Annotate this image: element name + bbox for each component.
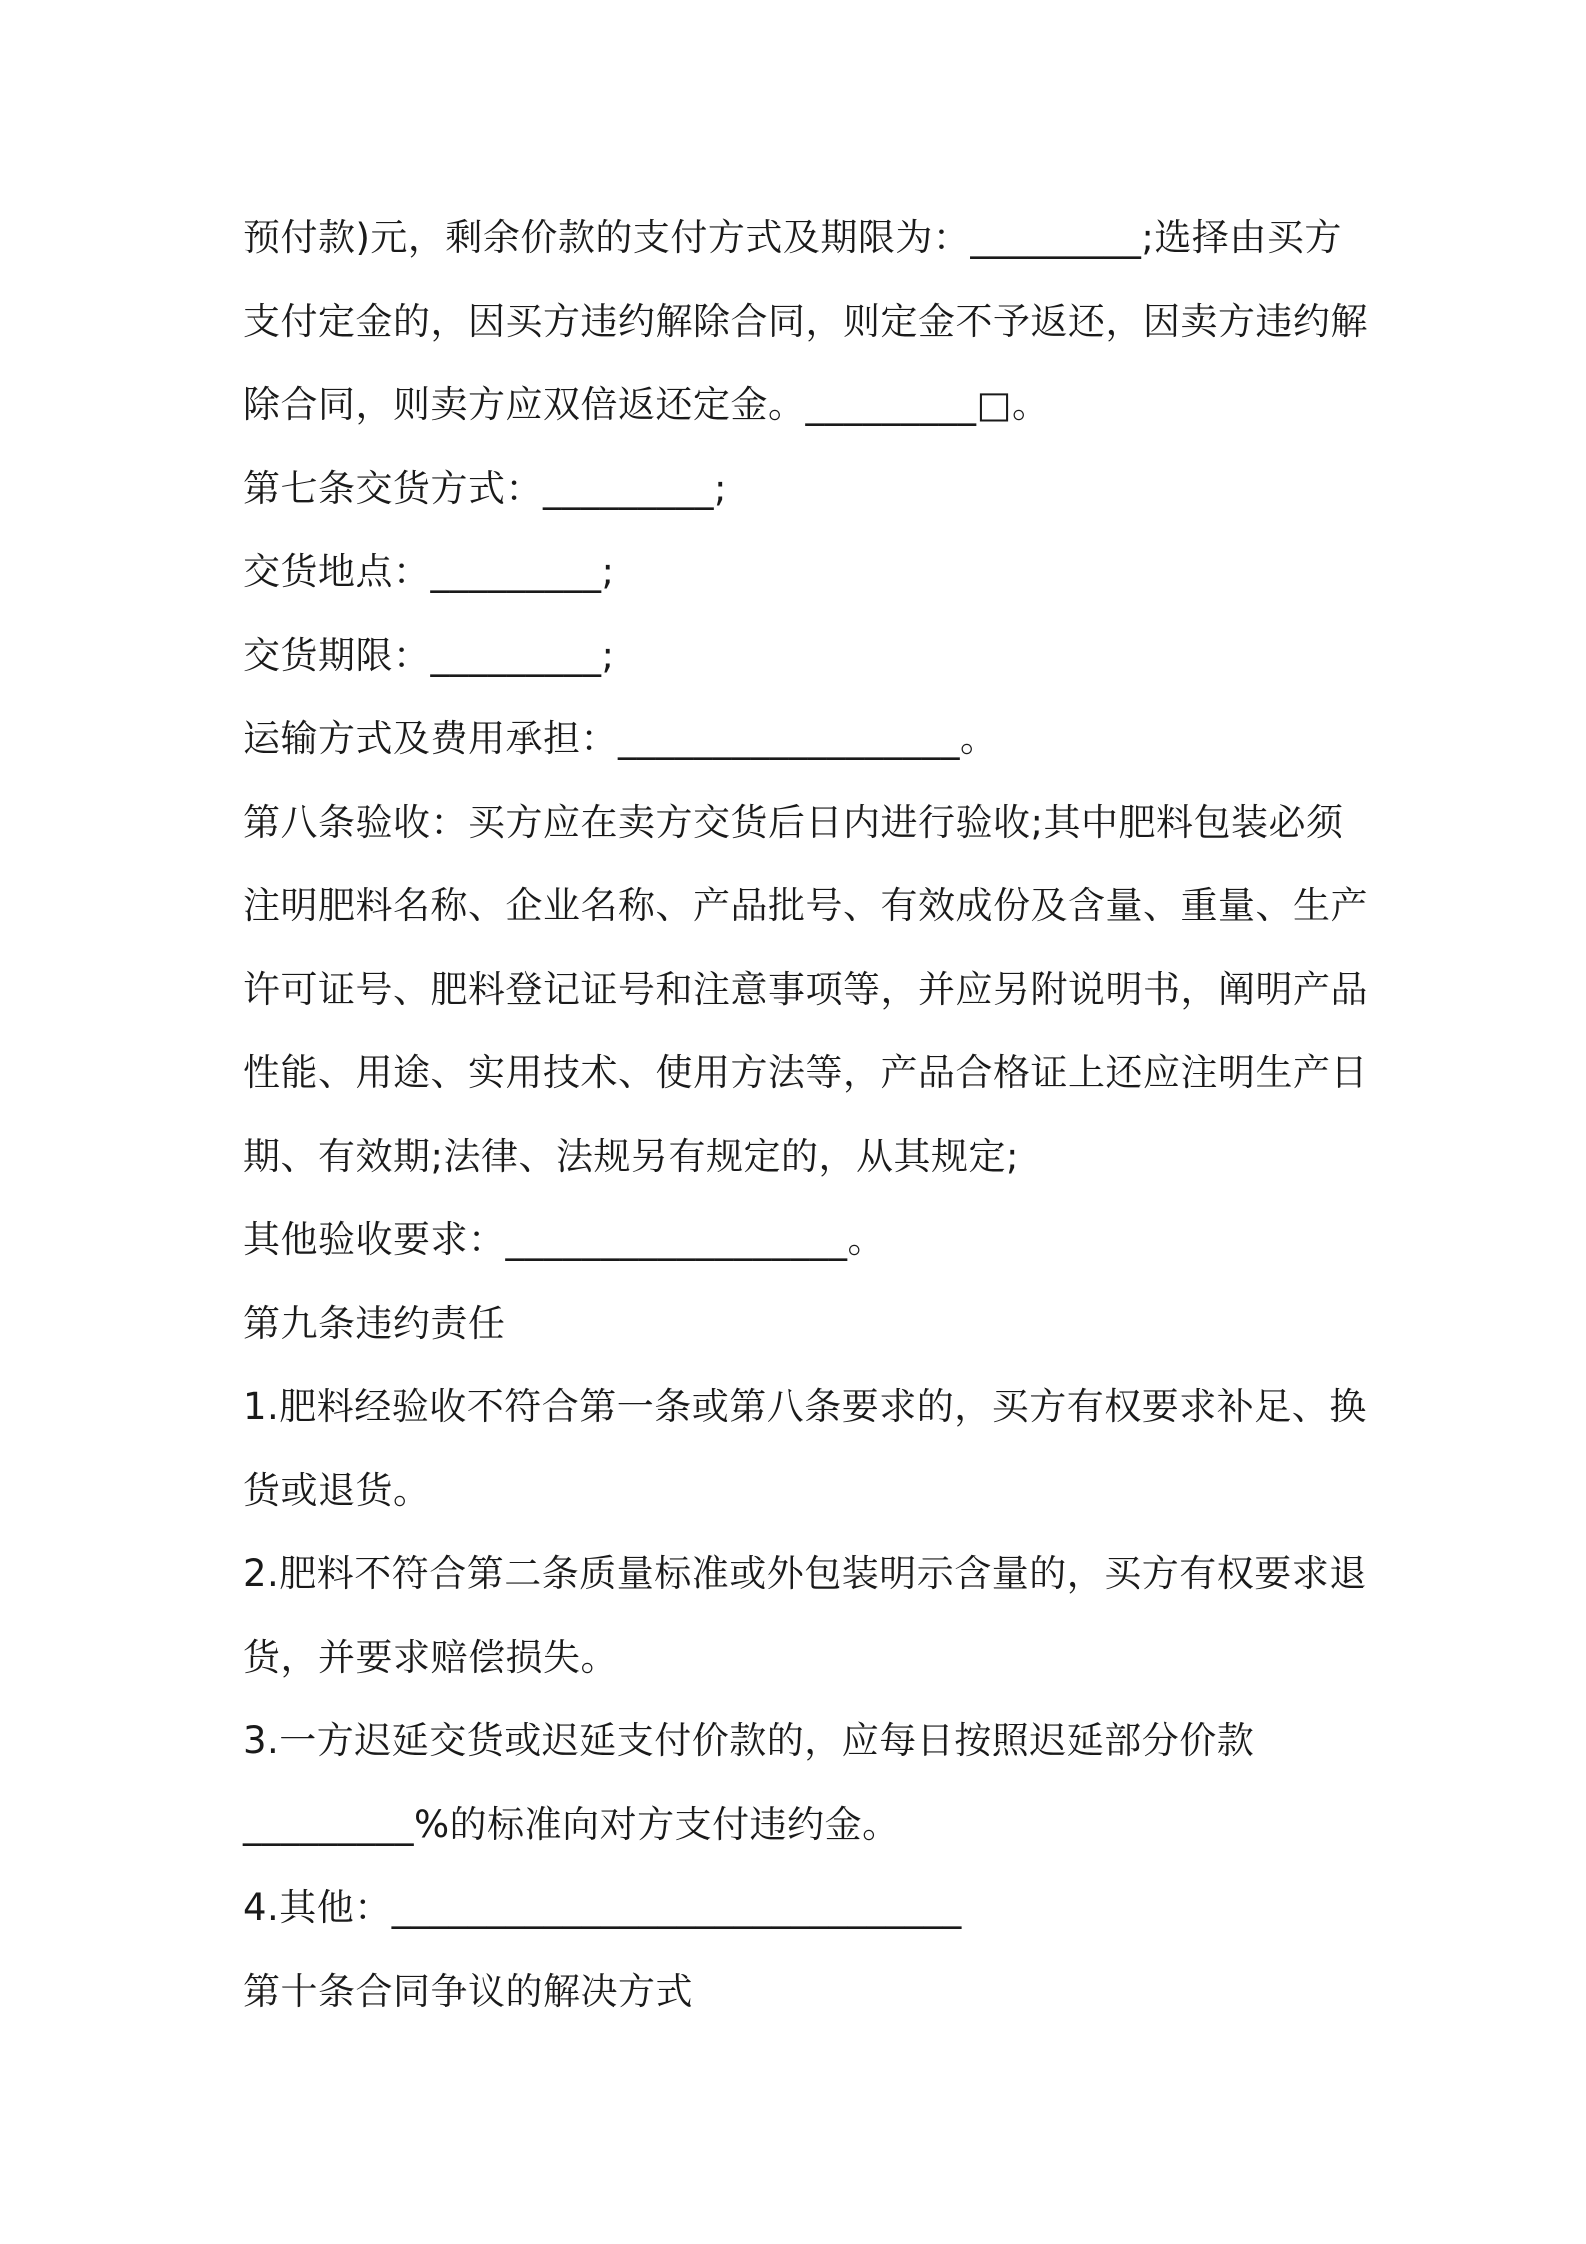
- text-line: _________%的标准向对方支付违约金。: [243, 1802, 900, 1846]
- text-line: 除合同，则卖方应双倍返还定金。_________□。: [243, 383, 1050, 426]
- article-7-heading: 第七条交货方式：_________;: [243, 466, 727, 510]
- text-line: 许可证号、肥料登记证号和注意事项等，并应另附说明书，阐明产品: [243, 967, 1368, 1011]
- text-line: 货或退货。: [243, 1468, 431, 1512]
- text-line: 货，并要求赔偿损失。: [243, 1635, 618, 1679]
- article-8-heading: 第八条验收：买方应在卖方交货后日内进行验收;其中肥料包装必须: [243, 800, 1344, 844]
- text-line: 交货期限：_________;: [243, 633, 615, 677]
- text-line: 3.一方迟延交货或迟延支付价款的，应每日按照迟延部分价款: [243, 1719, 1255, 1762]
- text-line: 1.肥料经验收不符合第一条或第八条要求的，买方有权要求补足、换: [243, 1385, 1367, 1428]
- text-line: 交货地点：_________;: [243, 550, 615, 593]
- text-line: 2.肥料不符合第二条质量标准或外包装明示含量的，买方有权要求退: [243, 1552, 1367, 1595]
- text-line: 运输方式及费用承担：__________________。: [243, 717, 998, 760]
- document-body: [243, 196, 1368, 2033]
- text-line: 注明肥料名称、企业名称、产品批号、有效成份及含量、重量、生产: [243, 884, 1368, 927]
- text-line: 期、有效期;法律、法规另有规定的，从其规定;: [243, 1134, 1019, 1178]
- article-9-heading: 第九条违约责任: [243, 1301, 506, 1345]
- text-line: 预付款)元，剩余价款的支付方式及期限为：_________;选择由买方: [243, 216, 1342, 259]
- article-10-heading: 第十条合同争议的解决方式: [243, 1969, 693, 2013]
- text-line: 性能、用途、实用技术、使用方法等，产品合格证上还应注明生产日: [243, 1051, 1368, 1094]
- text-line: 其他验收要求：__________________。: [243, 1218, 885, 1261]
- text-line: 4.其他：______________________________: [243, 1886, 962, 1929]
- text-line: 支付定金的，因买方违约解除合同，则定金不予返还，因卖方违约解: [243, 299, 1368, 343]
